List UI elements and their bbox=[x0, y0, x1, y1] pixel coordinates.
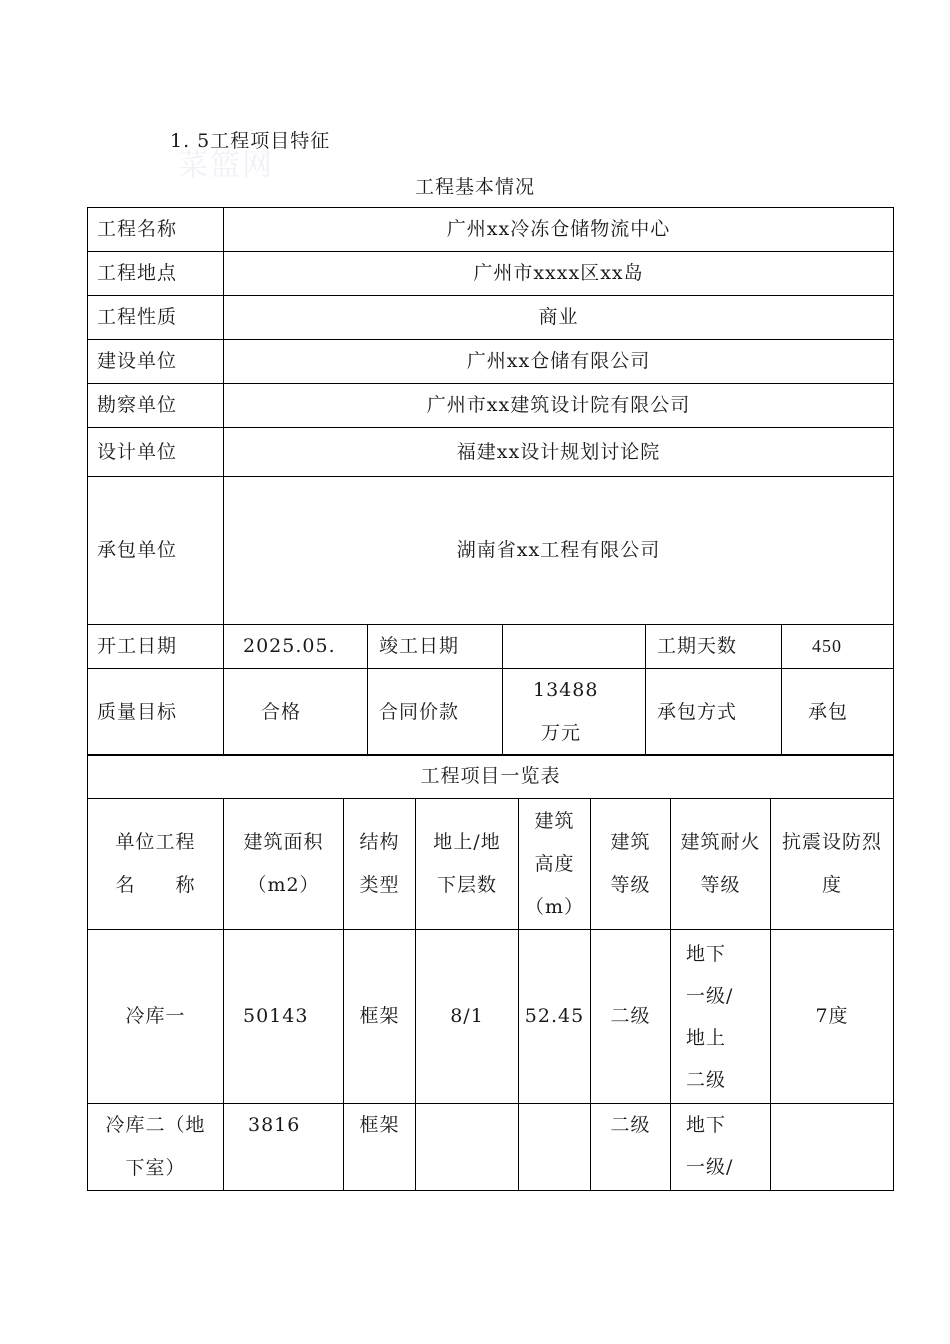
header-text: 高度 bbox=[534, 852, 575, 875]
label-cell: 设计单位 bbox=[88, 428, 224, 477]
start-date-label: 开工日期 bbox=[88, 625, 224, 669]
label-cell: 工程名称 bbox=[88, 208, 224, 252]
table-title: 工程基本情况 bbox=[414, 176, 535, 198]
project-list-table bbox=[87, 754, 894, 1191]
duration-label: 工期天数 bbox=[646, 625, 782, 669]
price-label: 合同价款 bbox=[368, 669, 503, 756]
label-cell: 工程性质 bbox=[88, 296, 224, 340]
list-title: 工程项目一览表 bbox=[88, 755, 894, 799]
header-text: 建筑面积 bbox=[243, 831, 324, 853]
schedule-table bbox=[87, 624, 894, 756]
cell-text: 冷库二（地 bbox=[105, 1114, 206, 1136]
cell-fire bbox=[671, 1104, 771, 1191]
header-area bbox=[224, 799, 344, 930]
table-row bbox=[88, 1104, 894, 1191]
header-text: 等级 bbox=[700, 874, 741, 896]
header-text: 名 称 bbox=[115, 874, 196, 896]
value-cell: 广州市xx建筑设计院有限公司 bbox=[224, 384, 894, 428]
value-cell: 福建xx设计规划讨论院 bbox=[224, 428, 894, 477]
table-row bbox=[88, 755, 894, 799]
header-name bbox=[88, 799, 224, 930]
cell-grade: 二级 bbox=[591, 930, 671, 1104]
table-row bbox=[88, 296, 894, 340]
cell-seismic bbox=[771, 1104, 894, 1191]
cell-structure: 框架 bbox=[344, 1104, 416, 1191]
cell-text: 下室） bbox=[125, 1157, 186, 1179]
header-grade bbox=[591, 799, 671, 930]
header-text: 度 bbox=[821, 874, 842, 896]
cell-seismic: 7度 bbox=[771, 930, 894, 1104]
table-row bbox=[88, 340, 894, 384]
header-fire bbox=[671, 799, 771, 930]
contract-type-value: 承包 bbox=[782, 669, 894, 756]
contract-type-label: 承包方式 bbox=[646, 669, 782, 756]
duration-value: 450 bbox=[782, 625, 894, 669]
start-date-value: 2025.05. bbox=[224, 625, 368, 669]
watermark: 菜篮网 bbox=[178, 148, 274, 183]
section-heading: 1. 5工程项目特征 bbox=[170, 130, 331, 152]
cell-area: 3816 bbox=[224, 1104, 344, 1191]
cell-text: 地上 bbox=[686, 1026, 727, 1049]
cell-name: 冷库一 bbox=[88, 930, 224, 1104]
cell-text: 地下 bbox=[686, 1114, 727, 1136]
value-cell: 湖南省xx工程有限公司 bbox=[224, 477, 894, 625]
cell-area: 50143 bbox=[224, 930, 344, 1104]
cell-grade: 二级 bbox=[591, 1104, 671, 1191]
cell-structure: 框架 bbox=[344, 930, 416, 1104]
cell-floors bbox=[416, 1104, 519, 1191]
header-floors bbox=[416, 799, 519, 930]
cell-fire bbox=[671, 930, 771, 1104]
label-cell: 承包单位 bbox=[88, 477, 224, 625]
cell-height bbox=[519, 1104, 591, 1191]
value-cell: 广州xx冷冻仓储物流中心 bbox=[224, 208, 894, 252]
header-text: 等级 bbox=[610, 874, 651, 896]
table-row bbox=[88, 477, 894, 625]
header-text: 地上/地 bbox=[433, 831, 501, 853]
cell-text: 地下 bbox=[686, 942, 727, 965]
label-cell: 建设单位 bbox=[88, 340, 224, 384]
basic-info-table bbox=[87, 207, 894, 625]
header-text: 抗震设防烈 bbox=[781, 831, 882, 853]
header-text: 结构 bbox=[359, 831, 400, 853]
label-cell: 工程地点 bbox=[88, 252, 224, 296]
table-row bbox=[88, 252, 894, 296]
table-row bbox=[88, 208, 894, 252]
value-cell: 广州市xxxx区xx岛 bbox=[224, 252, 894, 296]
header-text: 单位工程 bbox=[115, 831, 196, 853]
price-amount: 13488 bbox=[533, 679, 599, 701]
header-text: 下层数 bbox=[436, 874, 497, 896]
table-row bbox=[88, 428, 894, 477]
quality-value: 合格 bbox=[224, 669, 368, 756]
cell-name bbox=[88, 1104, 224, 1191]
header-text: （m） bbox=[524, 895, 585, 918]
value-cell: 商业 bbox=[224, 296, 894, 340]
table-row bbox=[88, 384, 894, 428]
header-height bbox=[519, 799, 591, 930]
end-date-label: 竣工日期 bbox=[368, 625, 503, 669]
table-row bbox=[88, 669, 894, 756]
table-row bbox=[88, 625, 894, 669]
cell-text: 二级 bbox=[686, 1068, 727, 1091]
cell-text: 一级/ bbox=[686, 984, 734, 1007]
table-row bbox=[88, 930, 894, 1104]
header-text: （m2） bbox=[247, 874, 320, 896]
cell-text: 一级/ bbox=[686, 1156, 734, 1178]
header-structure bbox=[344, 799, 416, 930]
header-text: 建筑 bbox=[534, 809, 575, 832]
price-value bbox=[503, 669, 646, 756]
header-text: 建筑耐火 bbox=[680, 831, 761, 853]
header-text: 类型 bbox=[359, 874, 400, 896]
quality-label: 质量目标 bbox=[88, 669, 224, 756]
header-seismic bbox=[771, 799, 894, 930]
label-cell: 勘察单位 bbox=[88, 384, 224, 428]
header-row bbox=[88, 799, 894, 930]
header-text: 建筑 bbox=[610, 831, 651, 853]
price-unit: 万元 bbox=[541, 722, 582, 744]
end-date-value bbox=[503, 625, 646, 669]
cell-floors: 8/1 bbox=[416, 930, 519, 1104]
value-cell: 广州xx仓储有限公司 bbox=[224, 340, 894, 384]
cell-height: 52.45 bbox=[519, 930, 591, 1104]
